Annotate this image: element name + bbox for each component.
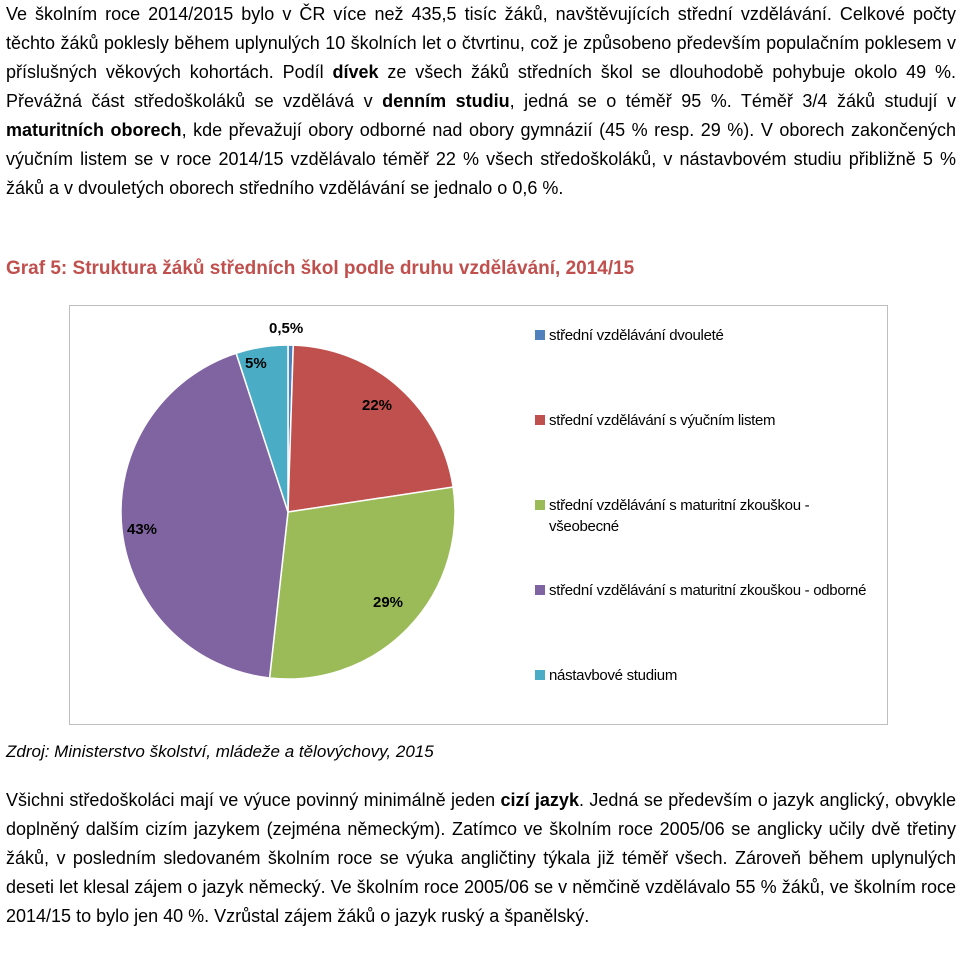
pie-label-maturitni-vseobecne: 29% xyxy=(373,594,404,611)
intro-text-1: Ve školním roce 2014/2015 bylo v ČR více než 435,5 tisíc žáků, navštěvujících střední vzdělávání. Celkové počty těchto žáků poklesly během uplynulých 10 školních let o čtvrtinu, což je způsobeno především populačním poklesem v příslušných věkových kohortách. Podíl xyxy=(6,4,956,82)
language-text-1: Všichni středoškoláci mají ve výuce povinný minimálně jeden xyxy=(6,790,501,810)
chart-source: Zdroj: Ministerstvo školství, mládeže a tělovýchovy, 2015 xyxy=(6,742,434,761)
legend-label: střední vzdělávání s výučním listem xyxy=(549,412,776,429)
intro-text-4: , kde převažují obory odborné nad obory gymnázií (45 % resp. 29 %). V oborech zakončených výučním listem se v roce 2014/15 vzdělávalo téměř 22 % všech středoškoláků, v nástavbovém studiu přibližně 5 % žáků a v dvouletých oborech středního vzdělávání se jednalo o 0,6 %. xyxy=(6,120,957,198)
chart-title: Graf 5: Struktura žáků středních škol podle druhu vzdělávání, 2014/15 xyxy=(6,258,635,279)
language-bold-foreign: cizí jazyk xyxy=(500,790,579,810)
intro-bold-daily-study: denním studiu xyxy=(382,91,510,111)
pie-label-dvouleté: 0,5% xyxy=(269,320,304,337)
chart-frame xyxy=(69,305,888,725)
pie-label-vyucni-list: 22% xyxy=(362,397,393,414)
legend-label: nástavbové studium xyxy=(549,667,678,684)
intro-bold-girls: dívek xyxy=(332,62,379,82)
legend-swatch xyxy=(535,500,545,510)
language-paragraph xyxy=(6,786,956,931)
legend-swatch xyxy=(535,585,545,595)
legend-swatch xyxy=(535,330,545,340)
legend-label: střední vzdělávání dvouleté xyxy=(549,327,724,344)
pie-label-maturitni-odborne: 43% xyxy=(127,521,158,538)
intro-text-3: , jedná se o téměř 95 %. Téměř 3/4 žáků studují v xyxy=(509,91,956,111)
language-text-2: . Jedná se především o jazyk anglický, obvykle doplněný dalším cizím jazykem (zejména německým). Zatímco ve školním roce 2005/06 se anglicky učily dvě třetiny žáků, v posledním sledovaném školním roce se výuka angličtiny týkala již téměř všech. Zároveň během uplynulých deseti let klesal zájem o jazyk německý. Ve školním roce 2005/06 se v němčině vzdělávalo 55 % žáků, ve školním roce 2014/15 to bylo jen 40 %. Vzrůstal zájem žáků o jazyk ruský a španělský. xyxy=(6,790,957,926)
legend-label: střední vzdělávání s maturitní zkouškou - všeobecné xyxy=(549,497,810,535)
intro-text-2: ze všech žáků středních škol se dlouhodobě pohybuje okolo 49 %. Převážná část středoškoláků se vzdělává v xyxy=(6,62,957,111)
legend-swatch xyxy=(535,670,545,680)
legend-swatch xyxy=(535,415,545,425)
intro-bold-maturity: maturitních oborech xyxy=(6,120,182,140)
pie-slice-vyucni-list xyxy=(288,345,453,512)
intro-paragraph xyxy=(6,0,956,203)
pie-label-nastavbove: 5% xyxy=(245,355,267,372)
pie-slice-maturitni-vseobecne xyxy=(270,487,455,679)
legend-label: střední vzdělávání s maturitní zkouškou - odborné xyxy=(549,582,867,599)
